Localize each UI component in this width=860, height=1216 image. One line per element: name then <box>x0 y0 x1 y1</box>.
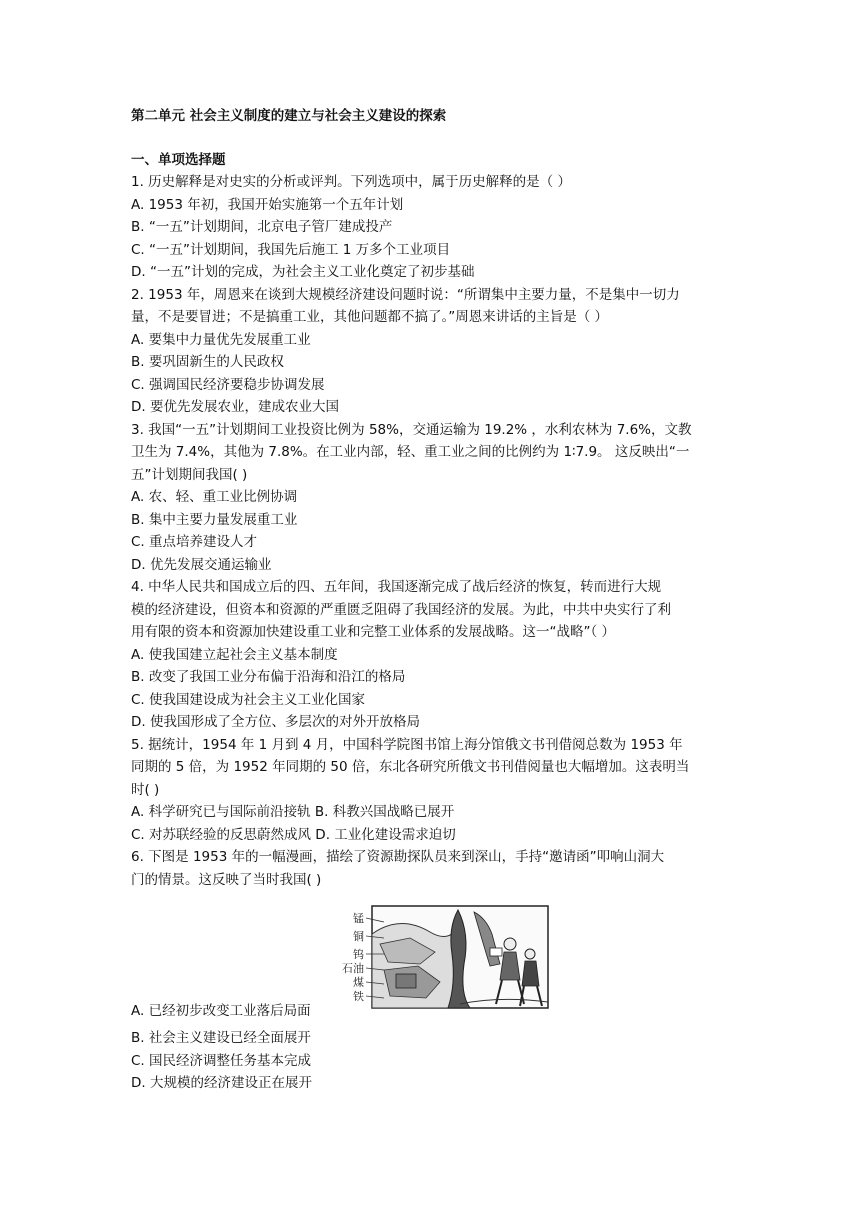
q2-option-c: C. 强调国民经济要稳步协调发展 <box>131 377 325 393</box>
q5-stem-line2: 同期的 5 倍，为 1952 年同期的 50 倍，东北各研究所俄文书刊借阅量也大幅增加。这表明当 <box>131 759 690 775</box>
q6-stem-line1: 6. 下图是 1953 年的一幅漫画，描绘了资源勘探队员来到深山，手持“邀请函”叩响山洞大 <box>131 849 665 865</box>
q4-stem-line2: 模的经济建设，但资本和资源的严重匮乏阻碍了我国经济的发展。为此，中共中央实行了利 <box>131 602 671 618</box>
q5-stem-line1: 5. 据统计，1954 年 1 月到 4 月，中国科学院图书馆上海分馆俄文书刊借阅总数为 1953 年 <box>131 737 683 753</box>
q2-option-a: A. 要集中力量优先发展重工业 <box>131 332 311 348</box>
q5-options-cd: C. 对苏联经验的反思蔚然成风 D. 工业化建设需求迫切 <box>131 827 456 843</box>
q2-option-d: D. 要优先发展农业，建成农业大国 <box>131 399 339 415</box>
q1-option-b: B. “一五”计划期间，北京电子管厂建成投产 <box>131 219 393 235</box>
q3-option-d: D. 优先发展交通运输业 <box>131 557 272 573</box>
q2-stem-line2: 量，不是要冒进；不是搞重工业，其他问题都不搞了。”周恩来讲话的主旨是（ ） <box>131 309 609 325</box>
q3-option-c: C. 重点培养建设人才 <box>131 534 258 550</box>
q4-option-b: B. 改变了我国工业分布偏于沿海和沿江的格局 <box>131 669 406 685</box>
q1-option-c: C. “一五”计划期间，我国先后施工 1 万多个工业项目 <box>131 242 451 258</box>
q5-stem-line3: 时( ) <box>131 782 160 798</box>
q3-stem-line2: 卫生为 7.4%，其他为 7.8%。在工业内部，轻、重工业之间的比例约为 1∶7.9。 这反映出“一 <box>131 444 690 460</box>
q3-option-a: A. 农、轻、重工业比例协调 <box>131 489 298 505</box>
q4-option-d: D. 使我国形成了全方位、多层次的对外开放格局 <box>131 714 420 730</box>
q3-stem-line3: 五”计划期间我国( ) <box>131 467 248 483</box>
q1-stem: 1. 历史解释是对史实的分析或评判。下列选项中，属于历史解释的是（ ） <box>131 174 571 190</box>
q1-option-a: A. 1953 年初，我国开始实施第一个五年计划 <box>131 197 404 213</box>
q6-option-a: A. 已经初步改变工业落后局面 <box>131 1003 311 1019</box>
cartoon-label-oil: 石油 <box>342 963 364 975</box>
q4-option-a: A. 使我国建立起社会主义基本制度 <box>131 647 338 663</box>
cartoon-label-copper: 铜 <box>353 931 364 943</box>
q6-option-c: C. 国民经济调整任务基本完成 <box>131 1053 312 1069</box>
q4-option-c: C. 使我国建设成为社会主义工业化国家 <box>131 692 366 708</box>
cartoon-illustration <box>340 904 550 1010</box>
cartoon-label-coal: 煤 <box>353 977 364 989</box>
q4-stem-line1: 4. 中华人民共和国成立后的四、五年间，我国逐渐完成了战后经济的恢复，转而进行大规 <box>131 579 662 595</box>
q6-option-b: B. 社会主义建设已经全面展开 <box>131 1030 311 1046</box>
q1-option-d: D. “一五”计划的完成，为社会主义工业化奠定了初步基础 <box>131 264 475 280</box>
cartoon-label-manganese: 锰 <box>353 913 364 925</box>
q2-stem-line1: 2. 1953 年，周恩来在谈到大规模经济建设问题时说：“所谓集中主要力量，不是集中一切力 <box>131 287 680 303</box>
q6-stem-line2: 门的情景。这反映了当时我国( ) <box>131 872 322 888</box>
q5-options-ab: A. 科学研究已与国际前沿接轨 B. 科教兴国战略已展开 <box>131 804 455 820</box>
q6-option-d: D. 大规模的经济建设正在展开 <box>131 1075 312 1091</box>
q2-option-b: B. 要巩固新生的人民政权 <box>131 354 284 370</box>
q3-stem-line1: 3. 我国“一五”计划期间工业投资比例为 58%，交通运输为 19.2% ，水利农林为 7.6%，文教 <box>131 422 692 438</box>
cartoon-label-tungsten: 钨 <box>353 949 364 961</box>
cartoon-label-iron: 铁 <box>353 991 364 1003</box>
q4-stem-line3: 用有限的资本和资源加快建设重工业和完整工业体系的发展战略。这一“战略”（ ） <box>131 624 616 640</box>
unit-title: 第二单元 社会主义制度的建立与社会主义建设的探索 <box>131 108 447 124</box>
section-title: 一、单项选择题 <box>131 152 226 168</box>
cartoon-drawing <box>340 904 550 1010</box>
q3-option-b: B. 集中主要力量发展重工业 <box>131 512 298 528</box>
